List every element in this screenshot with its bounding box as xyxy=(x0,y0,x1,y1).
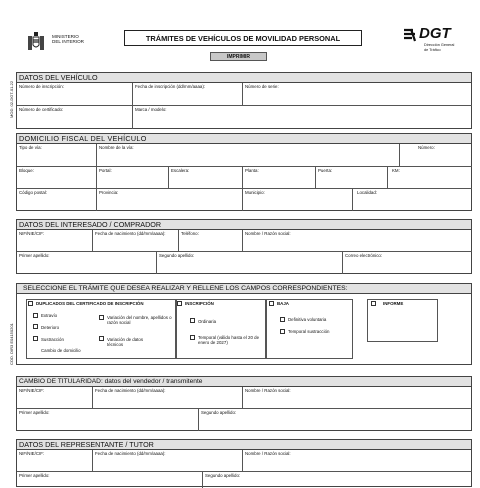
sustraccion-checkbox[interactable] xyxy=(33,336,38,341)
section-titularidad xyxy=(16,376,472,431)
dgt-subtitle-1: Dirección General xyxy=(424,43,455,47)
form-title: TRÁMITES DE VEHÍCULOS DE MOVILIDAD PERSONAL xyxy=(145,34,341,43)
field-primer-apellido-interesado[interactable]: Primer apellido: xyxy=(17,252,157,274)
field-puerta[interactable]: Puerta: xyxy=(316,167,388,189)
dgt-logo-text: DGT xyxy=(419,25,451,42)
definitiva-voluntaria-label: Definitiva voluntaria xyxy=(288,317,327,322)
duplicado-checkbox[interactable] xyxy=(28,301,33,306)
field-fecha-nacimiento-interesado[interactable]: Fecha de nacimiento (dd/mm/aaaa): xyxy=(93,230,179,252)
section-heading: DATOS DEL INTERESADO / COMPRADOR xyxy=(17,220,471,230)
baja-box xyxy=(265,299,353,359)
variacion-nombre-checkbox[interactable] xyxy=(99,315,104,320)
print-button-label: IMPRIMIR xyxy=(226,54,251,60)
section-heading: SELECCIONE EL TRÁMITE QUE DESEA REALIZAR Y RELLENE LOS CAMPOS CORRESPONDIENTES: xyxy=(17,284,471,294)
ordinaria-label: Ordinaria xyxy=(198,319,217,324)
field-segundo-apellido-vendedor[interactable]: Segundo apellido: xyxy=(201,410,237,415)
field-nombre-interesado[interactable]: Nombre / Razón social: xyxy=(243,230,472,252)
temporal-label: Temporal (válido hasta el 20 de enero de 2027) xyxy=(198,335,260,345)
variacion-datos-label: Variación de datos técnicos xyxy=(107,337,144,347)
definitiva-voluntaria-checkbox[interactable] xyxy=(280,317,285,322)
sustraccion-label: Sustracción xyxy=(41,337,64,342)
field-marca-modelo[interactable]: Marca / modelo: xyxy=(135,107,167,112)
field-fecha-nacimiento-representante[interactable]: Fecha de nacimiento (dd/mm/aaaa): xyxy=(93,450,243,472)
form-title-box xyxy=(124,30,362,46)
extravio-checkbox[interactable] xyxy=(33,313,38,318)
field-escalera[interactable]: Escalera: xyxy=(169,167,243,189)
deterioro-checkbox[interactable] xyxy=(33,324,38,329)
field-fecha-nacimiento-vendedor[interactable]: Fecha de nacimiento (dd/mm/aaaa): xyxy=(93,387,243,409)
field-numero[interactable]: Número: xyxy=(400,144,472,167)
dgt-logo-mark xyxy=(402,27,418,43)
field-primer-apellido-vendedor[interactable]: Primer apellido: xyxy=(17,409,199,431)
section-heading: CAMBIO DE TITULARIDAD: datos del vendedor / transmitente xyxy=(17,377,471,387)
variacion-datos-checkbox[interactable] xyxy=(99,336,104,341)
informe-checkbox[interactable] xyxy=(371,301,376,306)
field-numero-certificado[interactable]: Número de certificado: xyxy=(17,106,133,129)
print-button[interactable] xyxy=(210,52,267,61)
field-fecha-inscripcion[interactable]: Fecha de inscripción (dd/mm/aaaa): xyxy=(133,83,243,106)
field-km[interactable]: KM: xyxy=(388,167,472,189)
field-portal[interactable]: Portal: xyxy=(97,167,169,189)
field-nif-interesado[interactable]: NIF/NIE/CIF: xyxy=(17,230,93,252)
section-heading: DOMICILIO FISCAL DEL VEHÍCULO xyxy=(17,134,471,144)
field-codigo-postal[interactable]: Código postal: xyxy=(17,189,97,211)
ministry-coat-of-arms xyxy=(24,30,48,54)
field-nombre-vendedor[interactable]: Nombre / Razón social: xyxy=(243,387,472,409)
baja-title: BAJA xyxy=(277,301,289,306)
field-bloque[interactable]: Bloque: xyxy=(17,167,97,189)
section-heading: DATOS DEL VEHÍCULO xyxy=(17,73,471,83)
model-code: MOD. 02-DGT-01-22 xyxy=(9,80,14,118)
section-interesado xyxy=(16,219,472,274)
section-vehiculo xyxy=(16,72,472,129)
field-telefono[interactable]: Teléfono: xyxy=(179,230,243,252)
field-primer-apellido-representante[interactable]: Primer apellido: xyxy=(17,472,203,488)
extravio-label: Extravío xyxy=(41,313,58,318)
ordinaria-checkbox[interactable] xyxy=(190,318,195,323)
informe-box xyxy=(367,299,438,342)
field-tipo-via[interactable]: Tipo de vía: xyxy=(17,144,97,167)
field-segundo-apellido-interesado[interactable]: Segundo apellido: xyxy=(157,252,343,274)
inscripcion-checkbox[interactable] xyxy=(177,301,182,306)
variacion-nombre-label: Variación del nombre, apellidos o razón social xyxy=(107,315,172,325)
field-provincia[interactable]: Provincia: xyxy=(97,189,243,211)
ministry-line2: DEL INTERIOR xyxy=(52,39,84,45)
temporal-checkbox[interactable] xyxy=(190,335,195,340)
ministry-name xyxy=(52,34,84,44)
temporal-sustraccion-checkbox[interactable] xyxy=(280,329,285,334)
field-planta[interactable]: Planta: xyxy=(243,167,316,189)
field-numero-inscripcion[interactable]: Número de inscripción: xyxy=(17,83,133,106)
field-correo-electronico[interactable]: Correo electrónico: xyxy=(345,253,383,258)
field-segundo-apellido-representante[interactable]: Segundo apellido: xyxy=(205,473,241,478)
section-tramite xyxy=(16,283,472,365)
baja-checkbox[interactable] xyxy=(269,301,274,306)
field-nombre-representante[interactable]: Nombre / Razón social: xyxy=(243,450,472,472)
dgt-logo xyxy=(402,26,462,56)
cod-code: COD. DIR3 E04150201 xyxy=(9,323,14,365)
field-numero-serie[interactable]: Número de serie: xyxy=(243,83,472,106)
inscripcion-title: INSCRIPCIÓN xyxy=(185,301,214,306)
field-nombre-via[interactable]: Nombre de la vía: xyxy=(97,144,400,167)
duplicado-title: DUPLICADOS DEL CERTIFICADO DE INSCRIPCIÓN xyxy=(36,301,144,306)
informe-title: INFORME xyxy=(383,301,404,306)
dgt-subtitle-2: de Tráfico xyxy=(424,47,441,52)
section-domicilio xyxy=(16,133,472,211)
inscripcion-box xyxy=(175,299,267,359)
field-nif-vendedor[interactable]: NIF/NIE/CIF: xyxy=(17,387,93,409)
field-nif-representante[interactable]: NIF/NIE/CIF: xyxy=(17,450,93,472)
deterioro-label: Deterioro xyxy=(41,325,60,330)
field-localidad[interactable]: Localidad: xyxy=(357,190,378,195)
section-heading: DATOS DEL REPRESENTANTE / TUTOR xyxy=(17,440,471,450)
duplicado-box xyxy=(26,299,177,359)
cambio-domicilio-label: Cambio de domicilio xyxy=(41,348,81,353)
field-municipio[interactable]: Municipio: xyxy=(243,189,353,211)
ministry-line1: MINISTERIO xyxy=(52,34,79,39)
temporal-sustraccion-label: Temporal sustracción xyxy=(288,329,330,334)
